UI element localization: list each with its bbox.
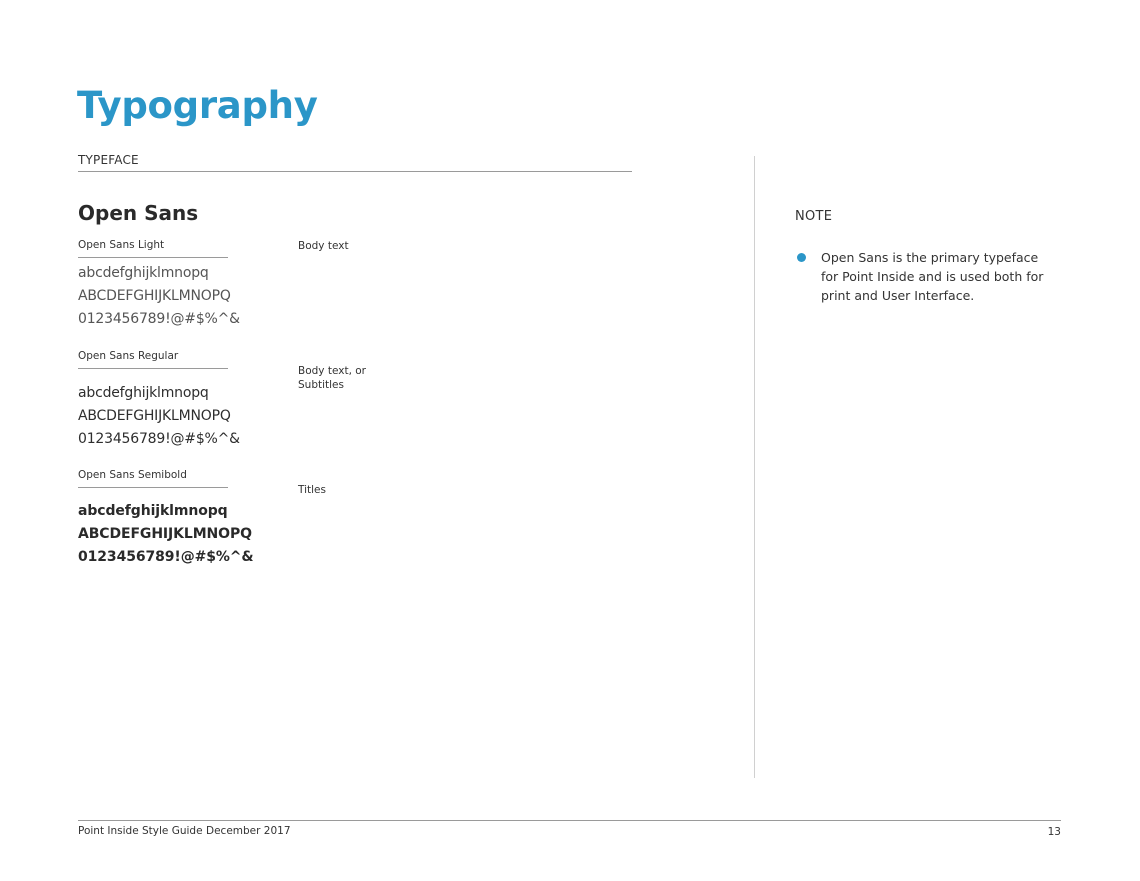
footer-divider <box>78 820 1061 821</box>
specimen-numerals: 0123456789!@#$%^& <box>78 549 254 565</box>
typeface-family-name: Open Sans <box>78 201 199 225</box>
page-title: Typography <box>77 84 318 127</box>
specimen-light <box>78 262 240 331</box>
usage-light: Body text <box>298 240 349 252</box>
specimen-uppercase: ABCDEFGHIJKLMNOPQ <box>78 526 252 542</box>
specimen-regular <box>78 382 240 451</box>
specimen-numerals: 0123456789!@#$%^& <box>78 311 240 327</box>
note-item: Open Sans is the primary typeface for Point Inside and is used both for print and User Interface. <box>821 250 1044 303</box>
specimen-lowercase: abcdefghijklmnopq <box>78 503 228 519</box>
weight-divider-regular <box>78 368 228 369</box>
weight-label-regular: Open Sans Regular <box>78 350 179 362</box>
section-divider <box>78 171 632 172</box>
usage-semibold: Titles <box>298 484 326 496</box>
weight-divider-light <box>78 257 228 258</box>
section-label-typeface: TYPEFACE <box>78 153 139 167</box>
footer-guide-name: Point Inside Style Guide <box>78 825 203 837</box>
note-title: NOTE <box>795 209 833 224</box>
specimen-uppercase: ABCDEFGHIJKLMNOPQ <box>78 288 231 304</box>
specimen-uppercase: ABCDEFGHIJKLMNOPQ <box>78 408 231 424</box>
specimen-numerals: 0123456789!@#$%^& <box>78 431 240 447</box>
specimen-lowercase: abcdefghijklmnopq <box>78 265 209 281</box>
weight-label-light: Open Sans Light <box>78 239 165 251</box>
specimen-semibold <box>78 500 254 569</box>
weight-divider-semibold <box>78 487 228 488</box>
column-divider <box>754 156 755 778</box>
bullet-icon <box>797 253 806 262</box>
specimen-lowercase: abcdefghijklmnopq <box>78 385 209 401</box>
usage-regular: Body text, or Subtitles <box>298 365 366 391</box>
page-number: 13 <box>1047 826 1061 838</box>
footer-date: December 2017 <box>206 825 291 837</box>
weight-label-semibold: Open Sans Semibold <box>78 469 187 481</box>
